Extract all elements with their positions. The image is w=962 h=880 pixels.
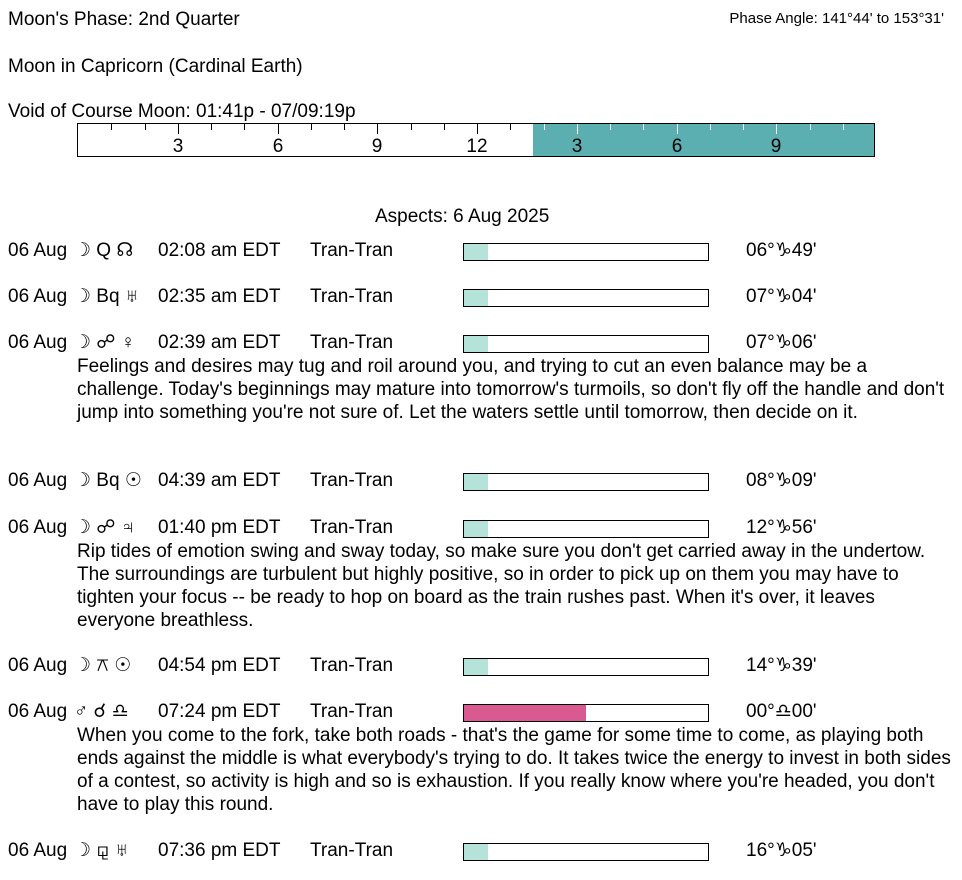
hour-label: 3 [172, 136, 184, 157]
aspect-date: 06 Aug [8, 240, 68, 261]
hour-label: 3 [571, 136, 583, 157]
aspect-date: 06 Aug [8, 332, 68, 353]
aspect-type: Tran-Tran [310, 286, 394, 307]
aspect-interpretation: Feelings and desires may tug and roil around you, and trying to cut an even balance may be a challenge. Today's beginnings may mature into tomorrow's turmoils, so don't fly off the handle and don't jump into something you're not sure of. Let the waters settle until tomorrow, then decide on it. [77, 356, 945, 423]
strength-bar [463, 289, 709, 307]
hour-tick [610, 124, 611, 130]
aspect-row[interactable] [8, 332, 948, 356]
aspect-date: 06 Aug [8, 701, 68, 722]
hour-tick [444, 124, 445, 130]
hour-tick [577, 124, 578, 134]
aspect-degree: 16°♑05' [746, 840, 817, 861]
hour-tick [677, 124, 678, 134]
strength-fill [464, 521, 488, 537]
aspect-date: 06 Aug [8, 517, 68, 538]
aspect-type: Tran-Tran [310, 240, 394, 261]
hour-tick [544, 124, 545, 130]
aspect-interpretation: Rip tides of emotion swing and sway today, so make sure you don't get carried away in the undertow. The surroundings are turbulent but highly positive, so in order to pick up on them you may have to tighten your focus -- be ready to hop on board as the train rushes past. When it's over, it leaves everyone breathless. [77, 541, 926, 631]
hour-label: 6 [272, 136, 284, 157]
aspect-row[interactable] [8, 517, 948, 541]
hour-tick [411, 124, 412, 130]
aspect-degree: 08°♑09' [746, 470, 817, 491]
moon-sign: Moon in Capricorn (Cardinal Earth) [8, 56, 303, 77]
strength-bar [463, 520, 709, 538]
strength-fill [464, 844, 488, 860]
aspect-glyphs: ☽ Bq ☉ [74, 470, 142, 491]
aspect-degree: 07°♑06' [746, 332, 817, 353]
void-of-course-timeline [77, 123, 875, 157]
aspect-type: Tran-Tran [310, 655, 394, 676]
strength-fill [464, 244, 488, 260]
aspect-time: 07:24 pm EDT [158, 701, 281, 722]
aspect-type: Tran-Tran [310, 470, 394, 491]
hour-tick [278, 124, 279, 134]
aspect-time: 07:36 pm EDT [158, 840, 281, 861]
strength-fill [464, 474, 488, 490]
hour-tick [510, 124, 511, 130]
aspect-glyphs: ☽ Q ☊ [74, 240, 134, 261]
hour-tick [377, 124, 378, 134]
hour-tick [843, 124, 844, 130]
aspect-row[interactable] [8, 240, 948, 264]
hour-label: 12 [466, 136, 488, 157]
hour-tick [477, 124, 478, 134]
aspect-time: 02:08 am EDT [158, 240, 281, 261]
aspect-glyphs: ♂ ☌ ♎ [74, 701, 129, 722]
aspect-time: 02:39 am EDT [158, 332, 281, 353]
aspect-time: 02:35 am EDT [158, 286, 281, 307]
aspect-type: Tran-Tran [310, 701, 394, 722]
aspect-row[interactable] [8, 655, 948, 679]
strength-fill [464, 659, 488, 675]
strength-bar [463, 335, 709, 353]
aspect-interpretation: When you come to the fork, take both roads - that's the game for some time to come, as playing both ends against the middle is what everybody's trying to do. It takes twice the energy to invest in both sides of a contest, so activity is high and so is exhaustion. If you really know where you're headed, you don't have to play this round. [77, 725, 951, 815]
aspect-date: 06 Aug [8, 286, 68, 307]
aspect-type: Tran-Tran [310, 332, 394, 353]
aspect-date: 06 Aug [8, 655, 68, 676]
aspect-glyphs: ☽ ⚼ ♅ [74, 840, 129, 861]
strength-bar [463, 243, 709, 261]
strength-fill [464, 336, 488, 352]
aspect-row[interactable] [8, 286, 948, 310]
hour-tick [145, 124, 146, 130]
strength-bar [463, 473, 709, 491]
aspect-time: 04:54 pm EDT [158, 655, 281, 676]
void-period-fill [533, 124, 874, 156]
hour-tick [111, 124, 112, 130]
aspect-row[interactable] [8, 840, 948, 864]
hour-tick [211, 124, 212, 130]
hour-tick [178, 124, 179, 134]
hour-tick [643, 124, 644, 130]
phase-angle: Phase Angle: 141°44' to 153°31' [729, 10, 944, 27]
hour-label: 6 [671, 136, 683, 157]
aspect-date: 06 Aug [8, 840, 68, 861]
strength-fill [464, 705, 586, 721]
aspect-degree: 07°♑04' [746, 286, 817, 307]
aspect-row[interactable] [8, 701, 948, 725]
hour-tick [311, 124, 312, 130]
aspect-type: Tran-Tran [310, 840, 394, 861]
hour-tick [776, 124, 777, 134]
aspects-title: Aspects: 6 Aug 2025 [375, 206, 550, 227]
hour-tick [810, 124, 811, 130]
aspect-time: 01:40 pm EDT [158, 517, 281, 538]
hour-tick [710, 124, 711, 130]
strength-bar [463, 843, 709, 861]
aspect-time: 04:39 am EDT [158, 470, 281, 491]
aspect-glyphs: ☽ Bq ♅ [74, 286, 140, 307]
aspect-degree: 14°♑39' [746, 655, 817, 676]
strength-bar [463, 658, 709, 676]
hour-tick [344, 124, 345, 130]
aspect-glyphs: ☽ ⚻ ☉ [74, 655, 132, 676]
aspect-degree: 12°♑56' [746, 517, 817, 538]
aspect-degree: 00°♎00' [746, 701, 817, 722]
aspect-degree: 06°♑49' [746, 240, 817, 261]
moon-phase: Moon's Phase: 2nd Quarter [8, 9, 240, 30]
strength-bar [463, 704, 709, 722]
hour-tick [244, 124, 245, 130]
hour-tick [743, 124, 744, 130]
hour-label: 9 [371, 136, 383, 157]
aspect-row[interactable] [8, 470, 948, 494]
aspect-date: 06 Aug [8, 470, 68, 491]
aspect-glyphs: ☽ ☍ ♃ [74, 517, 136, 538]
aspect-glyphs: ☽ ☍ ♀ [74, 332, 136, 353]
aspect-type: Tran-Tran [310, 517, 394, 538]
hour-label: 9 [770, 136, 782, 157]
strength-fill [464, 290, 488, 306]
void-of-course-label: Void of Course Moon: 01:41p - 07/09:19p [8, 101, 356, 122]
